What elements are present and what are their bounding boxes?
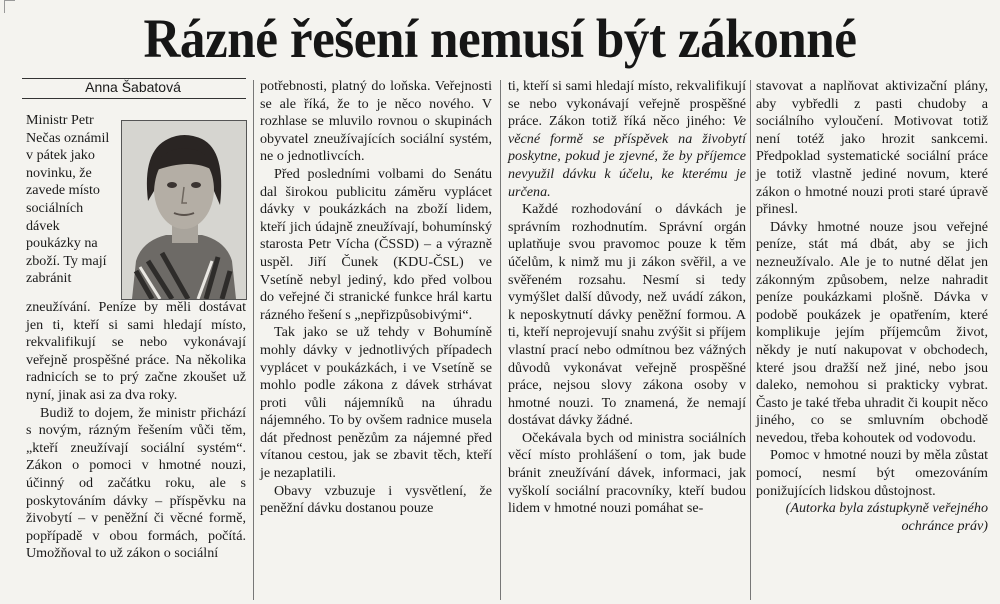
column-1-narrow: [26, 112, 114, 288]
column-divider: [750, 80, 751, 600]
paragraph: potřebnosti, platný do loňska. Veřejnosti se ale říká, že to je něco nového. V rozhlase se mluvilo rovnou o skupinách obyvatel zneužívajících sociální systém, ne o jednotlivcích.: [260, 78, 492, 165]
column-2: [260, 78, 492, 518]
paragraph: Dávky hmotné nouze jsou veřejné peníze, stát má dbát, aby se jich nezneužívalo. Ale je to nutné dělat jen zákonným způsobem, nelze nahradit peníze poukázkami plošně. Dávka v podobě poukázek je opatřením, které komplikuje jejím příjemcům život, někdy je nutí nakupovat v obchodech, které jsou dražší než jiné, nebo jsou daleko, nemohou si prakticky vybrat. Často je také třeba uhradit či koupit něco jiného, co se smluvním obchodě nevedou, třeba kohoutek od vodovodu.: [756, 218, 988, 446]
column-3: [508, 78, 746, 518]
paragraph: Budiž to dojem, že ministr přichází s novým, rázným řešením vůči těm, „kteří zneužívají sociální systém“. Zákon o pomoci v hmotné nouzi, účinný od začátku roku, ale s poskytováním dávky – příspěvku na živobytí – v peněžní či věcné formě, popřípadě v obou formách, počítá. Umožňoval to už zákon o sociální: [26, 404, 246, 562]
portrait-photo-icon: [122, 121, 246, 299]
paragraph: Obavy vzbuzuje i vysvětlení, že peněžní dávku dostanou pouze: [260, 482, 492, 517]
paragraph: Pomoc v hmotné nouzi by měla zůstat pomocí, nesmí být omezováním ponižujících lidskou důstojnost.: [756, 447, 988, 499]
paragraph: Očekávala bych od ministra sociálních věcí místo prohlášení o tom, jak bude bránit zneužívání dávek, informaci, jak vyškolí sociální pracovníky, kteří budou lidem v hmotné nouzi pomáhat se-: [508, 429, 746, 517]
law-quote: Ve věcné formě se příspěvek na živobytí poskytne, pokud je zjevné, že by příjemce nevyužil dávku k účelu, ke kterému je určena.: [508, 113, 746, 200]
column-divider: [500, 80, 501, 600]
column-4: [756, 78, 988, 535]
column-divider: [253, 80, 254, 600]
paragraph: Tak jako se už tehdy v Bohumíně mohly dávky v jednotlivých případech vyplácet v poukázkách, i ve Vsetíně se mohlo podle zákona z dávek strhávat proti vůli nájemníků na úhradu nájemného. To by ovšem radnice musela dát přednost penězům za nájemné před vítanou cestou, jak se zbavit těch, kteří je nezaplatili.: [260, 324, 492, 482]
corner-crop-mark: [4, 0, 15, 13]
paragraph: Každé rozhodování o dávkách je správním rozhodnutím. Správní orgán uplatňuje svou pravomoc pouze k těm účelům, k nimž mu ji zákon svěřil, a ve svěřeném rozsahu. Nesmí si tedy vymýšlet další důvody, než uvádí zákon, k neposkytnutí dávky peněžní formou. A ti, kteří neprojevují snahu zvýšit si příjem vlastní prací nebo odmítnou bez vážných důvodů vykonávat veřejně prospěšné práce, nejsou slovy zákona osoby v hmotné nouzi. To znamená, že nemají dostávat dávky žádné.: [508, 201, 746, 429]
author-photo: [121, 120, 247, 300]
paragraph: stavovat a naplňovat aktivizační plány, aby vybředli z pasti chudoby a sociálního vyloučení. Motivovat totiž není totéž jako hrozit sankcemi. Předpoklad systematické sociální práce je totiž vlastně jediné novum, které zákon o hmotné nouzi proti staré úpravě přinesl.: [756, 78, 988, 218]
paragraph: zneužívání. Peníze by měli dostávat jen ti, kteří si sami hledají místo, rekvalifikují se nebo vykonávají veřejně prospěšné práce. Na několika radnicích se to prý začne zkoušet už nyní, jinak asi za dva roky.: [26, 299, 246, 403]
paragraph: Ministr Petr Nečas oznámil v pátek jako novinku, že zavede místo sociálních dávek poukázky na zboží. Ty mají zabránit: [26, 112, 110, 287]
author-byline: Anna Šabatová: [85, 79, 181, 95]
paragraph: Před posledními volbami do Senátu dal širokou publicitu záměru vyplácet dávky v poukázkách na zboží lidem, kteří jich údajně zneužívají, bohumínský starosta Petr Vícha (ČSSD) – a výrazně uspěl. Jiří Čunek (KDU-ČSL) ve Vsetíně nebyl jediný, kdo před volbou do veřejné či stranické funkce hrál kartu rázného řešení s „nepřizpůsobivými“.: [260, 165, 492, 323]
author-note: (Autorka byla zástupkyně veřejného ochránce práv): [785, 500, 988, 534]
author-bottom-rule: [22, 98, 246, 99]
paragraph: [508, 78, 746, 201]
column-1: [26, 299, 246, 563]
paragraph-text: ti, kteří si sami hledají místo, rekvalifikují se nebo vykonávají veřejně prospěšné práce. Zákon totiž říká něco jiného:: [508, 78, 746, 130]
headline: Rázné řešení nemusí být zákonné: [143, 8, 857, 69]
